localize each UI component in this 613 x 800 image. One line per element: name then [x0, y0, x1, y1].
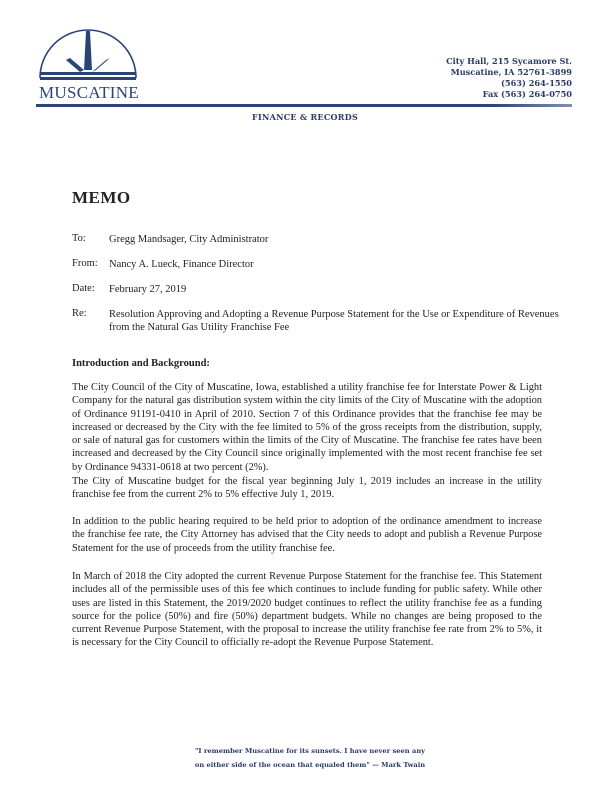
city-hall-address — [446, 56, 572, 100]
field-label: Re: — [72, 308, 87, 319]
field-value: Nancy A. Lueck, Finance Director — [109, 259, 254, 270]
section-heading: Introduction and Background: — [72, 358, 210, 369]
body-paragraph: The City Council of the City of Muscatine, Iowa, established a utility franchise fee for Interstate Power & Light Company for the natural gas distribution system within the city limits of the City of Muscatine with the adoption of Ordinance 91191-0410 in April of 2010. Section 7 of this Ordinance provides that the franchise fee may be increased or decreased by the City with the fee limited to 5% of the gross receipts from the distribution, supply, or sale of natural gas for customers within the limits of the City of Muscatine. The franchise fee rates have been increased and decreased by the City Council since originally implemented with the most recent franchise fee set by Ordinance 94331-0618 at two percent (2%). — [72, 382, 542, 473]
quote-line: "I remember Muscatine for its sunsets. I have never seen any — [194, 747, 426, 755]
sunset-arch-icon — [36, 22, 140, 84]
address-line: City Hall, 215 Sycamore St. — [446, 56, 572, 66]
fax-line: Fax (563) 264-0750 — [482, 89, 572, 99]
field-value: Gregg Mandsager, City Administrator — [109, 234, 269, 245]
logo-wordmark: MUSCATINE — [39, 83, 139, 102]
field-label: Date: — [72, 283, 95, 294]
city-logo — [36, 22, 140, 106]
footer-quote — [150, 744, 470, 772]
department-name: FINANCE & RECORDS — [252, 112, 359, 122]
address-line: Muscatine, IA 52761-3899 — [450, 67, 572, 77]
memo-title: MEMO — [72, 188, 131, 207]
field-label: From: — [72, 258, 98, 269]
field-value: Resolution Approving and Adopting a Revenue Purpose Statement for the Use or Expenditure of Revenues from the Natural Gas Utility Franchise Fee — [109, 309, 559, 333]
quote-line: on either side of the ocean that equaled them" — Mark Twain — [194, 761, 426, 769]
body-paragraph: The City of Muscatine budget for the fiscal year beginning July 1, 2019 includes an increase in the utility franchise fee from the current 2% to 5% effective July 1, 2019. — [72, 476, 542, 501]
body-paragraph: In March of 2018 the City adopted the current Revenue Purpose Statement for the franchise fee. This Statement includes all of the permissible uses of this fee which continues to include funding for public safety. While other uses are listed in this Statement, the 2019/2020 budget continues to reflect the utility franchise fee as a funding source for the police (50%) and fire (50%) department budgets. While no changes are being proposed to the current Revenue Purpose Statement, with the proposal to increase the utility franchise fee rate from 2% to 5%, it is necessary for the City Council to officially re-adopt the Revenue Purpose Statement. — [72, 571, 542, 649]
header-divider — [36, 104, 572, 107]
phone-line: (563) 264-1550 — [501, 78, 572, 88]
field-value: February 27, 2019 — [109, 284, 187, 295]
field-label: To: — [72, 233, 86, 244]
body-paragraph: In addition to the public hearing required to be held prior to adoption of the ordinance amendment to increase the franchise fee rate, the City Attorney has advised that the City needs to adopt and publish a Revenue Purpose Statement for the use of proceeds from the utility franchise fee. — [72, 516, 542, 554]
